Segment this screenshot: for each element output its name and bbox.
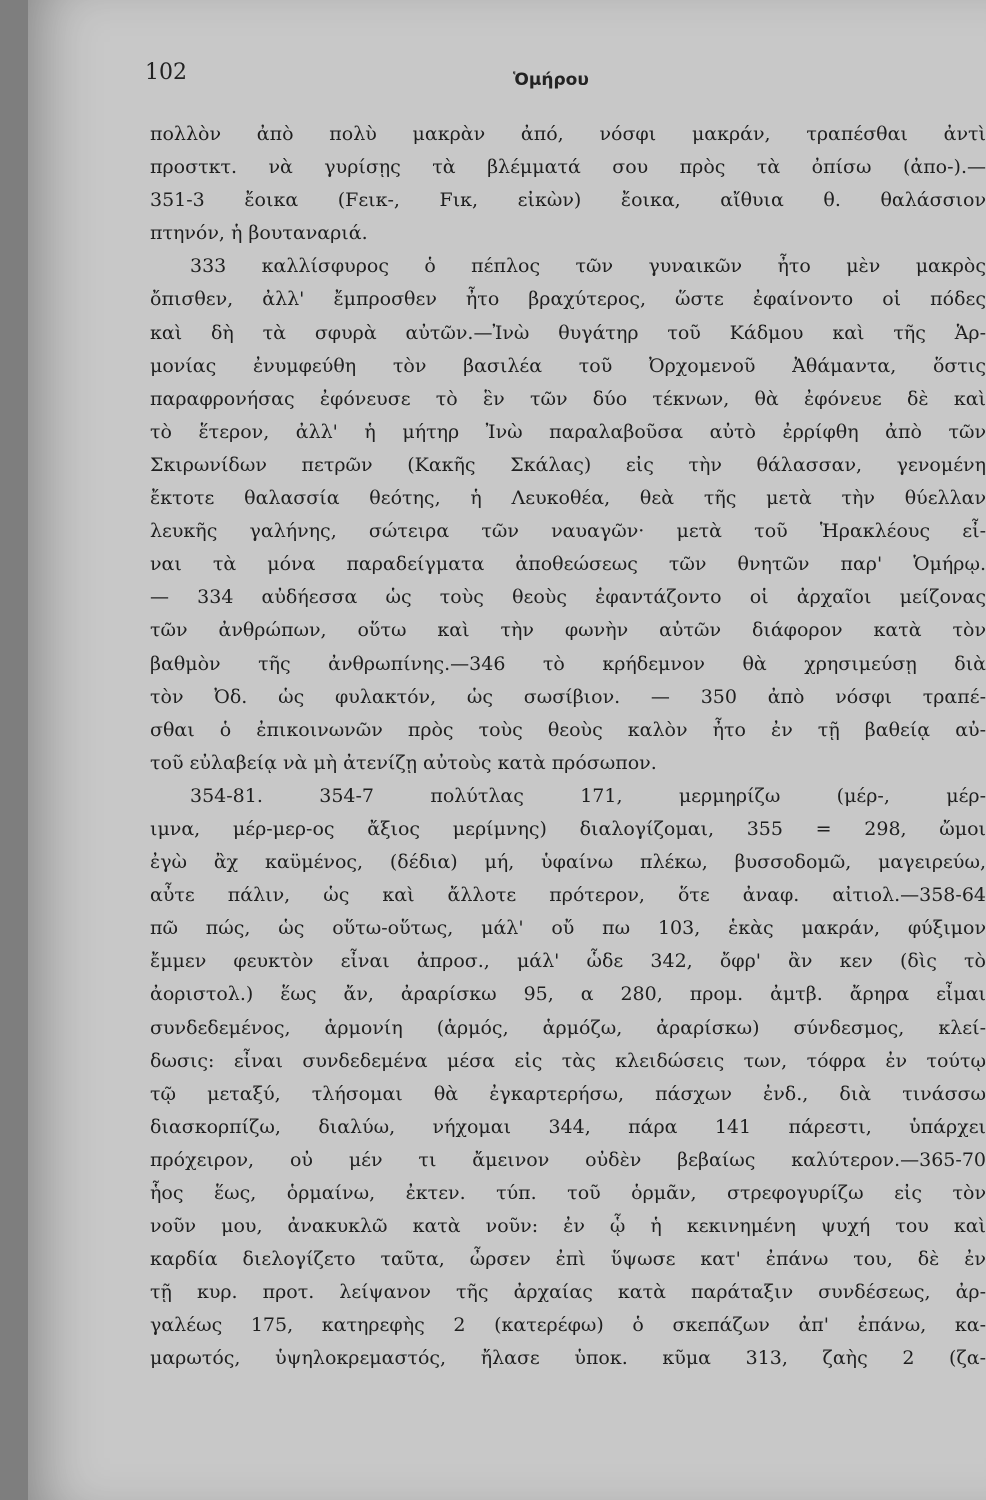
text-line: Σκιρωνίδων πετρῶν (Κακῆς Σκάλας) εἰς τὴν θάλασσαν, γενομένη (150, 453, 986, 476)
text-line: — 334 αὐδήεσσα ὡς τοὺς θεοὺς ἐφαντάζοντο οἱ ἀρχαῖοι μείζονας (150, 586, 986, 609)
text-line: τῇ κυρ. προτ. λείψανον τῆς ἀρχαίας κατὰ παράταξιν συνδέσεως, ἀρ- (150, 1281, 986, 1304)
text-line: τῶν ἀνθρώπων, οὕτω καὶ τὴν φωνὴν αὐτῶν διάφορον κατὰ τὸν (150, 619, 986, 642)
text-line: λευκῆς γαλήνης, σώτειρα τῶν ναυαγῶν· μετὰ τοῦ Ἡρακλέους εἶ- (150, 520, 986, 543)
text-line: βαθμὸν τῆς ἀνθρωπίνης.—346 τὸ κρήδεμνον θὰ χρησιμεύσῃ διὰ (150, 652, 986, 675)
text-line: τὸν Ὀδ. ὡς φυλακτόν, ὡς σωσίβιον. — 350 ἀπὸ νόσφι τραπέ- (150, 685, 986, 708)
text-line: δωσις: εἶναι συνδεδεμένα μέσα εἰς τὰς κλειδώσεις των, τόφρα ἐν τούτῳ (150, 1049, 986, 1072)
commentary-text (150, 118, 986, 1376)
text-line: ὄπισθεν, ἀλλ' ἔμπροσθεν ἦτο βραχύτερος, ὥστε ἐφαίνοντο οἱ πόδες (150, 288, 986, 311)
text-line: ιμνα, μέρ-μερ-ος ἄξιος μερίμνης) διαλογίζομαι, 355 = 298, ὤμοι (150, 817, 986, 840)
text-line: ἧος ἕως, ὁρμαίνω, ἐκτεν. τύπ. τοῦ ὁρμᾶν, στρεφογυρίζω εἰς τὸν (150, 1182, 986, 1204)
text-line: νοῦν μου, ἀνακυκλῶ κατὰ νοῦν: ἐν ᾧ ἡ κεκινημένη ψυχή του καὶ (150, 1215, 986, 1238)
text-line: τῷ μεταξύ, τλήσομαι θὰ ἐγκαρτερήσω, πάσχων ἐνδ., διὰ τινάσσω (150, 1082, 986, 1105)
text-line: πτηνόν, ἡ βουταναριά. (150, 222, 368, 245)
text-line: τὸ ἕτερον, ἀλλ' ἡ μήτηρ Ἰνὼ παραλαβοῦσα αὐτὸ ἐρρίφθη ἀπὸ τῶν (150, 420, 986, 443)
text-line: σθαι ὁ ἐπικοινωνῶν πρὸς τοὺς θεοὺς καλὸν ἦτο ἐν τῇ βαθείᾳ αὐ- (150, 718, 986, 741)
text-line: γαλέως 175, κατηρεφὴς 2 (κατερέφω) ὁ σκεπάζων ἀπ' ἐπάνω, κα- (150, 1314, 986, 1337)
book-page (28, 0, 986, 1500)
text-line: πῶ πώς, ὡς οὕτω-οὕτως, μάλ' οὔ πω 103, ἑκὰς μακράν, φύξιμον (150, 917, 986, 940)
running-head: Ὁμήρου (513, 70, 589, 90)
text-line: διασκορπίζω, διαλύω, νήχομαι 344, πάρα 141 πάρεστι, ὑπάρχει (150, 1115, 986, 1138)
text-line: ἀοριστολ.) ἕως ἄν, ἀραρίσκω 95, α 280, προμ. ἀμτβ. ἄρηρα εἶμαι (150, 983, 986, 1006)
text-line: καρδία διελογίζετο ταῦτα, ὦρσεν ἐπὶ ὕψωσε κατ' ἐπάνω του, δὲ ἐν (150, 1248, 986, 1271)
text-line: 351-3 ἔοικα (Fεικ-, Fικ, εἰκὼν) ἔοικα, αἴθυια θ. θαλάσσιον (150, 189, 986, 212)
text-line: παραφρονήσας ἐφόνευσε τὸ ἓν τῶν δύο τέκνων, θὰ ἐφόνευε δὲ καὶ (150, 387, 986, 410)
text-line: μαρωτός, ὑψηλοκρεμαστός, ἤλασε ὑποκ. κῦμα 313, ζαὴς 2 (ζα- (150, 1347, 986, 1370)
text-line: καὶ δὴ τὰ σφυρὰ αὐτῶν.—Ἰνὼ θυγάτηρ τοῦ Κάδμου καὶ τῆς Ἁρ- (150, 321, 986, 344)
text-line: 333 καλλίσφυρος ὁ πέπλος τῶν γυναικῶν ἦτο μὲν μακρὸς (190, 255, 986, 278)
text-line: ἔκτοτε θαλασσία θεότης, ἡ Λευκοθέα, θεὰ τῆς μετὰ τὴν θύελλαν (150, 487, 986, 510)
text-line: προστκτ. νὰ γυρίσῃς τὰ βλέμματά σου πρὸς τὰ ὀπίσω (ἀπο-).— (150, 156, 986, 179)
text-line: ἔμμεν φευκτὸν εἶναι ἀπροσ., μάλ' ὧδε 342, ὄφρ' ἂν κεν (δὶς τὸ (150, 950, 986, 973)
text-line: πολλὸν ἀπὸ πολὺ μακρὰν ἀπό, νόσφι μακράν, τραπέσθαι ἀντὶ (150, 123, 986, 145)
text-line: μονίας ἐνυμφεύθη τὸν βασιλέα τοῦ Ὀρχομενοῦ Ἀθάμαντα, ὅστις (150, 354, 986, 377)
text-line: ἐγὼ ἂχ καϋμένος, (δέδια) μή, ὑφαίνω πλέκω, βυσσοδομῶ, μαγειρεύω, (150, 851, 986, 874)
text-line: 354-81. 354-7 πολύτλας 171, μερμηρίζω (μέρ-, μέρ- (190, 784, 986, 807)
page-number: 102 (145, 60, 187, 85)
text-line: αὖτε πάλιν, ὡς καὶ ἄλλοτε πρότερον, ὅτε ἀναφ. αἰτιολ.—358-64 (150, 884, 986, 907)
text-line: συνδεδεμένος, ἁρμονίη (ἁρμός, ἁρμόζω, ἀραρίσκω) σύνδεσμος, κλεί- (150, 1016, 986, 1039)
text-line: ναι τὰ μόνα παραδείγματα ἀποθεώσεως τῶν θνητῶν παρ' Ὁμήρῳ. (150, 553, 986, 576)
text-line: πρόχειρον, οὐ μέν τι ἄμεινον οὐδὲν βεβαίως καλύτερον.—365-70 (150, 1148, 986, 1171)
text-line: τοῦ εὐλαβείᾳ νὰ μὴ ἀτενίζῃ αὐτοὺς κατὰ πρόσωπον. (150, 751, 657, 774)
